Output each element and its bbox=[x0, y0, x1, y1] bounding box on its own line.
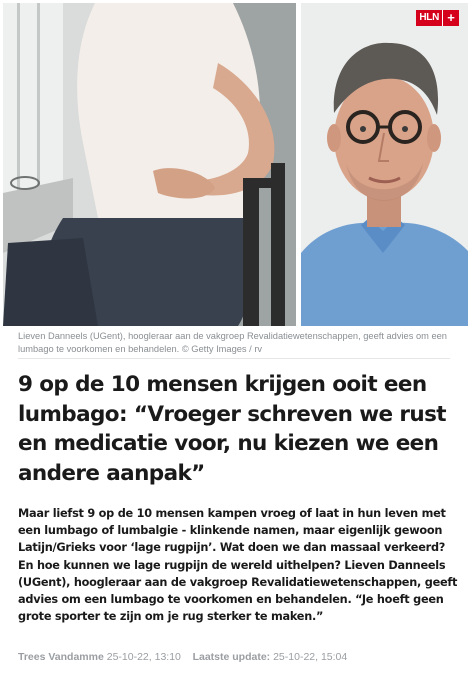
updated-date: 25-10-22, 15:04 bbox=[273, 651, 348, 663]
update-label: Laatste update: bbox=[192, 651, 271, 663]
photo-portrait bbox=[299, 3, 468, 326]
article-meta bbox=[18, 651, 347, 663]
published-date: 25-10-22, 13:10 bbox=[106, 651, 181, 663]
divider bbox=[18, 358, 450, 359]
hero-image bbox=[0, 0, 469, 328]
hln-plus-logo-icon bbox=[416, 10, 459, 26]
image-caption: Lieven Danneels (UGent), hoogleraar aan de vakgroep Revalidatiewetenschappen, geeft advies om een lumbago te voorkomen en behandelen. © Getty Images / rv bbox=[18, 331, 447, 354]
photo-back-pain-illustration bbox=[3, 3, 296, 326]
article-intro: Maar liefst 9 op de 10 mensen kampen vroeg of laat in hun leven met een lumbago of lumbalgie - klinkende namen, maar eigenlijk gewoon Latijn/Grieks voor ‘lage rugpijn’. Wat doen we dan massaal verkeerd? En hoe kunnen we lage rugpijn de wereld uithelpen? Lieven Danneels (UGent), hoogleraar aan de vakgroep Revalidatiewetenschappen, geeft advies om een lumbago te voorkomen en behandelen. “Je hoeft geen grote sporter te zijn om je rug sterker te maken.” bbox=[18, 507, 458, 624]
hln-logo-text: HLN bbox=[416, 10, 442, 26]
author-name[interactable]: Trees Vandamme bbox=[18, 651, 104, 663]
plus-icon: + bbox=[442, 10, 459, 26]
photo-back-pain bbox=[3, 3, 296, 326]
photo-portrait-illustration bbox=[301, 3, 468, 326]
article-headline: 9 op de 10 mensen krijgen ooit een lumbago: “Vroeger schreven we rust en medicatie voor, nu kiezen we een andere aanpak” bbox=[18, 372, 446, 486]
